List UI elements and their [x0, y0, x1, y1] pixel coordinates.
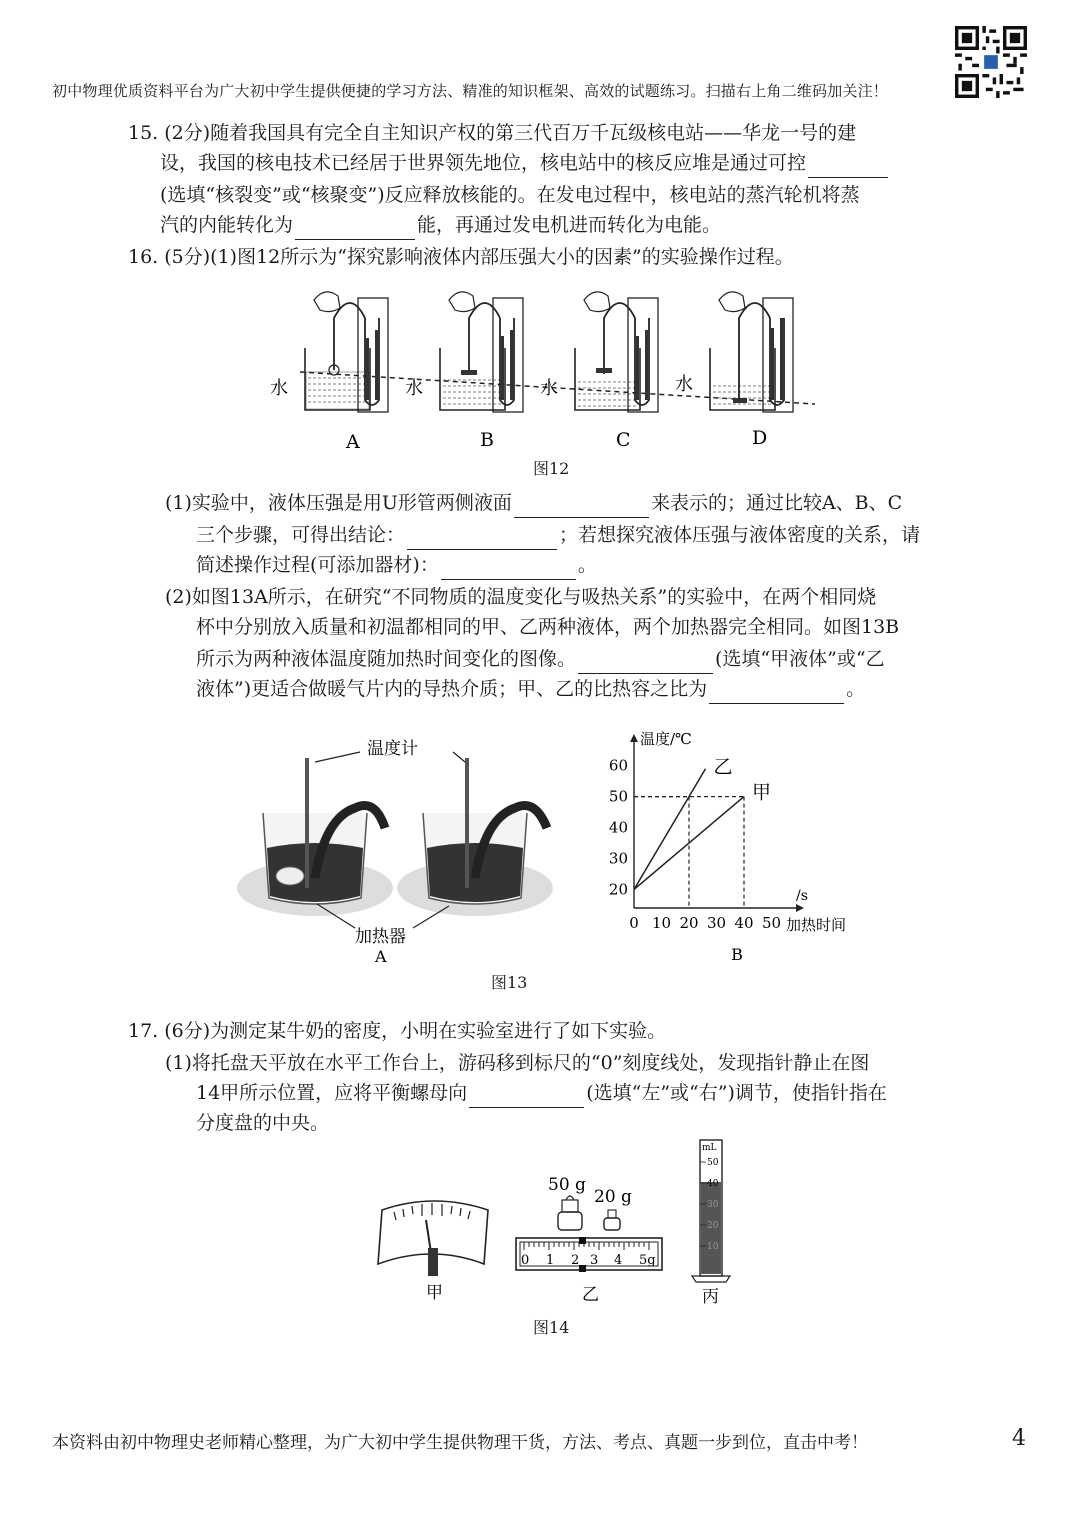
fig12-label-D: D	[752, 427, 768, 449]
q17-line2-text-a: 14甲所示位置，应将平衡螺母向	[196, 1082, 468, 1104]
q15-line4-text-a: 汽的内能转化为	[160, 214, 294, 236]
q16-p2-line3-text-a: 所示为两种液体温度随加热时间变化的图像。	[196, 648, 577, 670]
cylinder-tick-40: 40	[707, 1179, 719, 1189]
fig12-label-A: A	[346, 431, 360, 453]
x-tick-10: 10	[651, 914, 672, 932]
balance-yi	[516, 1175, 662, 1272]
fig13-caption: 图13	[491, 973, 528, 992]
fig13-label-B: B	[731, 945, 743, 964]
q16-p1-line3-text-b: 。	[577, 554, 597, 576]
scale-tick-5: 5g	[639, 1253, 656, 1268]
series-label-0: 乙	[713, 755, 733, 778]
cylinder-bing	[692, 1140, 730, 1282]
scale-tick-2: 2	[571, 1253, 580, 1268]
fig14-label-jia: 甲	[426, 1283, 443, 1303]
fig12-label-B: B	[480, 429, 494, 451]
fig14-label-bing: 丙	[702, 1287, 719, 1307]
weight-20g-label: 20 g	[594, 1187, 632, 1207]
q16-p2-line3-text-b: (选填“甲液体”或“乙	[715, 648, 885, 670]
x-axis-label: 加热时间	[786, 916, 847, 934]
y-axis-label: 温度/℃	[640, 730, 692, 748]
q16-p2-line1: (2)如图13A所示，在研究“不同物质的温度变化与吸热关系”的实验中，在两个相同烧	[165, 586, 877, 608]
q17-line1: (1)将托盘天平放在水平工作台上，游码移到标尺的“0”刻度线处，发现指针静止在图	[165, 1052, 870, 1074]
q16-p2-line3	[196, 644, 885, 674]
y-axis-arrow	[630, 734, 638, 742]
cylinder-unit: mL	[702, 1143, 717, 1153]
figure-12	[250, 278, 830, 478]
fig12-label-C: C	[616, 429, 631, 451]
q15-line4	[160, 210, 721, 240]
apparatus-C	[575, 292, 658, 412]
q16-p2-line4-text-a: 液体”)更适合做暖气片内的导热介质；甲、乙的比热容之比为	[196, 678, 708, 700]
y-tick-60: 60	[608, 756, 628, 775]
water-label-3: 水	[540, 378, 558, 399]
q16-blank-1[interactable]	[514, 495, 649, 518]
x-axis-arrow	[796, 904, 804, 912]
q16-p1-line1-text-a: (1)实验中，液体压强是用U形管两侧液面	[165, 492, 512, 514]
series-label-1: 甲	[752, 781, 772, 804]
q15-line3: (选填“核裂变”或“核聚变”)反应释放核能的。在发电过程中，核电站的蒸汽轮机将蒸	[160, 184, 860, 206]
y-tick-20: 20	[608, 880, 628, 899]
q16-p1-line3	[196, 550, 597, 580]
water-label-4: 水	[675, 374, 693, 395]
q16-p1-line1	[165, 488, 902, 518]
q17-line3: 分度盘的中央。	[196, 1112, 330, 1134]
page-number: 4	[1012, 1426, 1026, 1451]
q16-blank-4[interactable]	[578, 651, 713, 674]
q17-blank-1[interactable]	[469, 1085, 584, 1108]
figure-13b-chart	[598, 728, 868, 968]
series-line-0	[634, 769, 706, 890]
q15-line2	[160, 148, 890, 178]
thermometer-pointer-left	[315, 752, 360, 762]
q16-p2-line4-text-b: 。	[846, 678, 866, 700]
q16-blank-2[interactable]	[407, 527, 557, 550]
y-tick-30: 30	[608, 849, 628, 868]
q15-blank-2[interactable]	[295, 217, 415, 240]
figure-13a-beakers	[235, 728, 575, 968]
figure-14	[370, 1136, 740, 1312]
weight-50g-label: 50 g	[548, 1175, 586, 1195]
q16-blank-5[interactable]	[709, 681, 844, 704]
q17-line2-text-b: (选填“左”或“右”)调节，使指针指在	[586, 1082, 887, 1104]
y-tick-40: 40	[608, 818, 628, 837]
cylinder-tick-20: 20	[707, 1221, 719, 1231]
x-tick-20: 20	[679, 914, 699, 932]
q17-intro: 17. (6分)为测定某牛奶的密度，小明在实验室进行了如下实验。	[128, 1020, 667, 1042]
q15-line1: 15. (2分)随着我国具有完全自主知识产权的第三代百万千瓦级核电站——华龙一号的建	[128, 122, 857, 144]
q15-blank-1[interactable]	[808, 155, 888, 178]
cylinder-tick-10: 10	[707, 1242, 719, 1252]
q16-p2-line2: 杯中分别放入质量和初温都相同的甲、乙两种液体，两个加热器完全相同。如图13B	[196, 616, 900, 638]
apparatus-B	[440, 292, 523, 412]
cylinder-tick-50: 50	[707, 1158, 719, 1168]
q16-p1-line3-text-a: 简述操作过程(可添加器材)：	[196, 554, 439, 576]
cylinder-tick-30: 30	[707, 1200, 719, 1210]
q15-line4-text-b: 能，再通过发电机进而转化为电能。	[417, 214, 722, 236]
scale-tick-1: 1	[546, 1253, 555, 1268]
x-tick-0: 0	[629, 914, 639, 932]
q16-p2-line4	[196, 674, 865, 704]
heater-label: 加热器	[355, 927, 406, 947]
scale-tick-4: 4	[614, 1253, 623, 1268]
thermometer-pointer-right	[453, 752, 465, 762]
y-tick-50: 50	[608, 787, 628, 806]
x-tick-30: 30	[706, 914, 727, 932]
page-header: 初中物理优质资料平台为广大初中学生提供便捷的学习方法、精准的知识框架、高效的试题练习。扫描右上角二维码加关注！	[52, 82, 889, 100]
q16-p1-line2-text-a: 三个步骤，可得出结论：	[196, 524, 406, 546]
dial-jia	[378, 1201, 488, 1276]
x-tick-40: 40	[734, 914, 754, 932]
apparatus-D	[710, 292, 793, 412]
fig14-caption: 图14	[533, 1318, 570, 1337]
q16-p1-line2	[196, 520, 920, 550]
scale-tick-0: 0	[521, 1253, 530, 1268]
fig13-label-A: A	[375, 947, 387, 966]
water-label-2: 水	[405, 378, 423, 399]
x-tick-50: 50	[761, 914, 782, 932]
q16-p1-line2-text-b: ；若想探究液体压强与液体密度的关系，请	[559, 524, 921, 546]
page-footer: 本资料由初中物理史老师精心整理，为广大初中学生提供物理干货，方法、考点、真题一步到位，直击中考！	[52, 1433, 868, 1453]
scale-tick-3: 3	[590, 1253, 599, 1268]
q17-line2	[196, 1078, 887, 1108]
q15-line2-text: 设，我国的核电技术已经居于世界领先地位，核电站中的核反应堆是通过可控	[160, 152, 807, 174]
fig14-label-yi: 乙	[582, 1285, 599, 1305]
thermometer-label: 温度计	[367, 739, 418, 759]
q16-intro: 16. (5分)(1)图12所示为“探究影响液体内部压强大小的因素”的实验操作过程。	[128, 246, 794, 268]
water-label-1: 水	[270, 378, 288, 399]
fig12-caption: 图12	[533, 459, 570, 478]
apparatus-A	[305, 292, 388, 412]
q16-p1-line1-text-b: 来表示的；通过比较A、B、C	[650, 492, 903, 514]
qr-code	[955, 26, 1027, 98]
q16-blank-3[interactable]	[441, 557, 576, 580]
x-axis-unit: /s	[796, 888, 808, 904]
